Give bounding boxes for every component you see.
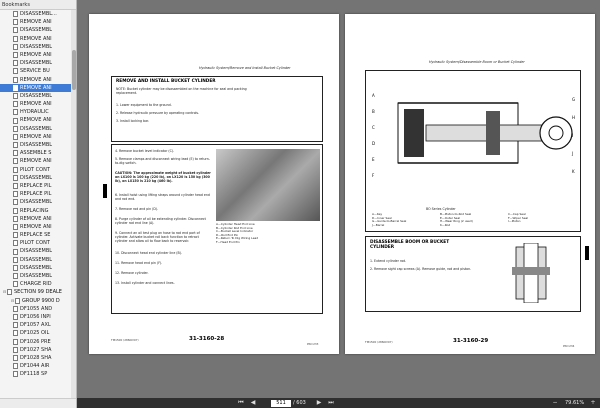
page-total: / 603	[293, 400, 306, 406]
bookmark-label: DISASSEMBL	[20, 273, 53, 279]
bookmark-item[interactable]	[0, 76, 76, 84]
bookmark-label: SECTION 99 DEALE	[14, 289, 62, 296]
bookmark-page-icon	[13, 363, 18, 369]
bookmark-label: HYDRAULIC	[20, 109, 49, 116]
bookmark-page-icon	[13, 85, 18, 91]
bookmark-item[interactable]	[0, 26, 76, 34]
legend-entry: K—Rod	[440, 222, 451, 227]
bookmark-item[interactable]	[0, 338, 76, 346]
page-navigation-bar	[77, 398, 600, 408]
bookmark-item[interactable]	[0, 223, 76, 231]
bookmark-item[interactable]	[0, 125, 76, 133]
bookmark-item[interactable]	[0, 141, 76, 149]
bookmark-label: DISASSEMBL	[20, 264, 53, 271]
bookmark-page-icon	[13, 77, 18, 83]
footer-right: PN=234	[563, 344, 575, 348]
diagram-box	[365, 70, 581, 232]
bookmark-label: GROUP 9900 D	[22, 297, 60, 304]
bookmark-item[interactable]	[0, 313, 76, 321]
bookmark-page-icon	[13, 11, 18, 17]
expand-icon[interactable]: ⊟	[2, 289, 7, 295]
bookmark-item[interactable]	[0, 100, 76, 108]
page-left	[89, 14, 339, 354]
bookmark-page-icon	[13, 232, 18, 238]
zoom-level[interactable]: 79.61%	[565, 400, 585, 406]
footer-left: TM1500 (28NOV97)	[365, 340, 393, 344]
section-box-1	[111, 76, 323, 142]
bookmark-page-icon	[13, 273, 18, 279]
bookmark-page-icon	[13, 183, 18, 189]
page-number: 31-3160-29	[453, 338, 489, 344]
bookmark-page-icon	[7, 289, 12, 295]
legend-entry: D—Inner Seal	[372, 215, 392, 220]
svg-text:A: A	[372, 93, 375, 98]
bookmark-item[interactable]	[0, 18, 76, 26]
bookmark-page-icon	[13, 142, 18, 148]
bookmark-label: DISASSEMBL	[20, 142, 53, 148]
bookmark-label: DF1055 AND	[20, 305, 53, 312]
legend-entry: A—Cylinder Head End Line	[216, 222, 255, 226]
svg-text:C: C	[372, 125, 375, 130]
diagram-caption: BO Series Cylinder	[426, 207, 456, 211]
bookmark-page-icon	[13, 158, 18, 164]
bookmark-label: REPLACE PIL	[20, 182, 52, 189]
legend-entry: D—Rod End Pin	[216, 232, 239, 237]
bookmark-page-icon	[13, 36, 18, 42]
bookmark-item[interactable]	[0, 280, 76, 288]
legend-entry: F—Head End Pin	[216, 239, 240, 244]
svg-text:I: I	[572, 133, 574, 138]
bookmark-page-icon	[13, 175, 18, 181]
bookmark-page-icon	[13, 68, 18, 74]
bookmark-item[interactable]	[0, 247, 76, 255]
step-3: 3. Install locking bar.	[116, 119, 150, 123]
scrollbar-thumb[interactable]	[72, 50, 76, 90]
bookmarks-header: Bookmarks	[0, 0, 76, 10]
cylinder-photo	[216, 149, 320, 221]
bookmark-label: DISASSEMBL	[20, 60, 53, 67]
bookmark-item[interactable]	[0, 264, 76, 272]
bookmark-page-icon	[13, 314, 18, 320]
bookmark-label: DISASSEMBL	[20, 125, 53, 132]
bookmark-page-icon	[13, 306, 18, 312]
photo-legend	[216, 223, 320, 245]
step-2: 2. Remove sight cap screws (A). Remove guide, rod and piston.	[370, 267, 472, 271]
bookmark-label: DISASSEMBL	[20, 43, 53, 50]
legend-entry: E—Return To Dig Wiring Lead	[216, 236, 259, 241]
section-box-3	[365, 236, 581, 312]
bookmark-item[interactable]	[0, 10, 76, 18]
bookmark-list	[0, 10, 76, 378]
bookmark-label: REPLACING	[20, 207, 49, 214]
page-number: 31-3160-28	[189, 336, 225, 342]
bookmark-label: REMOVE ANI	[20, 84, 52, 91]
cylinder-diagram	[366, 73, 582, 203]
legend-entry: F—Wiper Seal	[508, 215, 529, 220]
bookmark-label: REMOVE ANI	[20, 51, 52, 58]
step-10: 10. Disconnect head end cylinder line (B).	[115, 251, 182, 255]
cylinder-section-diagram	[486, 243, 576, 303]
svg-text:J: J	[572, 151, 574, 156]
bookmark-item[interactable]	[0, 297, 76, 305]
bookmark-label: DF1025 OIL	[20, 330, 50, 337]
bookmark-item[interactable]	[0, 157, 76, 165]
bookmark-item[interactable]	[0, 108, 76, 116]
step-6: 6. Install hoist using lifting straps around cylinder head end and rod end.	[115, 193, 210, 202]
bookmark-label: DF1026 PRE	[20, 338, 51, 345]
bookmark-page-icon	[13, 52, 18, 58]
bookmark-page-icon	[13, 27, 18, 33]
bookmark-label: REMOVE ANI	[20, 35, 52, 42]
bookmark-item[interactable]	[0, 370, 76, 378]
section-title: REMOVE AND INSTALL BUCKET CYLINDER	[116, 79, 216, 84]
bookmark-label: REPLACE PIL	[20, 191, 52, 198]
bookmark-label: REMOVE ANI	[20, 215, 52, 222]
bookmark-page-icon	[13, 44, 18, 50]
bookmark-item[interactable]	[0, 321, 76, 329]
bookmark-page-icon	[13, 199, 18, 205]
bookmark-item[interactable]	[0, 133, 76, 141]
expand-icon[interactable]: ⊟	[10, 297, 15, 303]
bookmark-label: PILOT CONT	[20, 240, 50, 247]
bookmark-label: DISASSEMBL	[20, 199, 53, 206]
last-page-icon[interactable]: ⏭	[328, 399, 334, 406]
bookmarks-scrollbar[interactable]	[71, 10, 76, 398]
bookmark-label: REMOVE ANI	[20, 101, 52, 108]
note-text: NOTE: Bucket cylinder may be disassembled on the machine for seal and packing replacement.	[116, 87, 247, 96]
svg-text:G: G	[572, 97, 576, 102]
section-title: DISASSEMBLE BOOM OR BUCKET CYLINDER	[370, 240, 450, 250]
bookmark-page-icon	[13, 265, 18, 271]
step-8: 8. Purge cylinder of oil be extending cylinder. Disconnect cylinder rod end line (A).	[115, 217, 206, 226]
svg-text:D: D	[372, 141, 376, 146]
bookmark-item[interactable]	[0, 256, 76, 264]
bookmark-page-icon	[13, 330, 18, 336]
bookmark-label: DISASSEMBL	[20, 92, 53, 99]
bookmark-item[interactable]	[0, 288, 76, 296]
bookmark-label: SERVICE BU	[20, 68, 50, 75]
bookmark-label: DISASSEMBL	[20, 27, 53, 34]
bookmark-page-icon	[15, 298, 20, 304]
bookmark-item[interactable]	[0, 231, 76, 239]
legend-entry: E—Outer Seal	[440, 215, 461, 220]
page-right	[345, 14, 595, 354]
bookmark-label: DISASSEMBL	[20, 248, 53, 255]
bookmark-label: REPLACE SE	[20, 232, 51, 239]
bookmark-label: DF1118 SP	[20, 371, 48, 378]
bookmark-item[interactable]	[0, 362, 76, 370]
bookmark-label: DF1044 AIR	[20, 363, 50, 370]
bookmark-item[interactable]	[0, 51, 76, 59]
bookmark-label: CHARGE RID	[20, 281, 52, 288]
legend-entry: I—Piston	[508, 219, 521, 224]
bookmark-page-icon	[13, 191, 18, 197]
svg-text:H: H	[572, 115, 576, 120]
bookmark-page-icon	[13, 224, 18, 230]
legend-entry: A—Key	[372, 212, 383, 216]
bookmark-item[interactable]	[0, 166, 76, 174]
bookmark-item[interactable]	[0, 346, 76, 354]
bookmark-item[interactable]	[0, 239, 76, 247]
bookmark-label: DF1028 SHA	[20, 354, 52, 361]
legend-entry: B—Cylinder Rod End Line	[216, 225, 253, 230]
bookmark-label: REMOVE ANI	[20, 19, 52, 26]
step-9: 9. Connect an oil test plug on hose to rod end port of cylinder. Activate bucket roll back function to retract cylinder and allow oil to flow back to reservoir.	[115, 231, 200, 244]
next-page-icon[interactable]: ▶	[316, 399, 322, 406]
legend-entry: B—Piston-to-Rod Seal	[440, 212, 472, 216]
legend-entry: G—Guide-to-Barrel Seal	[372, 219, 407, 224]
prev-page-icon[interactable]: ◀	[250, 399, 256, 406]
bookmark-page-icon	[13, 371, 18, 377]
bookmark-page-icon	[13, 19, 18, 25]
bookmark-item[interactable]	[0, 43, 76, 51]
page-tab-marker	[585, 246, 589, 260]
zoom-in-icon[interactable]: +	[590, 399, 596, 406]
bookmark-label: REMOVE ANI	[20, 117, 52, 124]
bookmark-label: ASSEMBLE S	[20, 150, 52, 157]
bookmark-item[interactable]	[0, 84, 76, 92]
bookmark-page-icon	[13, 208, 18, 214]
bookmark-page-icon	[13, 118, 18, 124]
step-13: 13. Install cylinder and connect lines.	[115, 281, 175, 285]
page-number-input[interactable]: 511	[271, 400, 291, 407]
legend-entry: C—Cap Seal	[508, 212, 526, 216]
bookmarks-footer	[0, 398, 77, 408]
bookmark-page-icon	[13, 257, 18, 263]
bookmark-page-icon	[13, 216, 18, 222]
svg-text:K: K	[572, 169, 575, 174]
bookmark-item[interactable]	[0, 174, 76, 182]
step-2: 2. Release hydraulic pressure by operating controls.	[116, 111, 200, 115]
bookmark-page-icon	[13, 355, 18, 361]
svg-text:F: F	[372, 173, 375, 178]
bookmark-label: DF1027 SHA	[20, 346, 52, 353]
bookmark-page-icon	[13, 150, 18, 156]
diagram-legend	[372, 213, 578, 227]
bookmark-item[interactable]	[0, 215, 76, 223]
bookmark-item[interactable]	[0, 92, 76, 100]
bookmark-page-icon	[13, 101, 18, 107]
step-5: 5. Remove clamps and disconnect wiring lead (E) to return-to-dig switch.	[115, 157, 210, 166]
bookmark-label: REMOVE ANI	[20, 76, 52, 83]
bookmark-page-icon	[13, 322, 18, 328]
bookmark-item[interactable]	[0, 35, 76, 43]
step-7: 7. Remove rod and pin (D).	[115, 207, 159, 211]
section-box-2	[111, 144, 323, 314]
bookmark-item[interactable]	[0, 272, 76, 280]
bookmark-page-icon	[13, 167, 18, 173]
bookmark-label: DISASSEMBL...	[20, 11, 57, 17]
bookmark-page-icon	[13, 134, 18, 140]
bookmark-label: DISASSEMBL	[20, 174, 53, 181]
bookmark-page-icon	[13, 249, 18, 255]
svg-text:E: E	[372, 157, 375, 162]
bookmark-item[interactable]	[0, 67, 76, 75]
first-page-icon[interactable]: ⏮	[238, 399, 244, 406]
bookmark-item[interactable]	[0, 305, 76, 313]
zoom-out-icon[interactable]: −	[552, 399, 558, 406]
bookmark-label: REMOVE ANI	[20, 158, 52, 165]
bookmark-label: REMOVE ANI	[20, 223, 52, 230]
footer-left: TM1500 (28NOV97)	[111, 338, 139, 342]
bookmark-item[interactable]	[0, 207, 76, 215]
step-1: 1. Extend cylinder rod.	[370, 259, 407, 263]
legend-entry: C—Bucket Level Indicator	[216, 229, 254, 234]
svg-text:B: B	[372, 109, 375, 114]
legend-entry: H—Wear Ring (2 used)	[440, 219, 473, 224]
bookmark-item[interactable]	[0, 59, 76, 67]
step-4: 4. Remove bucket level indicator (C).	[115, 149, 175, 153]
bookmark-item[interactable]	[0, 149, 76, 157]
bookmarks-panel	[0, 0, 77, 408]
page-header: Hydraulic System/Disassemble Boom or Bucket Cylinder	[429, 60, 525, 64]
bookmark-label: DISASSEMBL	[20, 256, 53, 263]
bookmark-label: DF1056 INPI	[20, 313, 51, 320]
step-1: 1. Lower equipment to the ground.	[116, 103, 172, 107]
bookmark-label: DF1057 AXL	[20, 322, 51, 329]
bookmark-page-icon	[13, 126, 18, 132]
page-tab-marker	[103, 184, 107, 198]
bookmark-item[interactable]	[0, 182, 76, 190]
bookmark-item[interactable]	[0, 190, 76, 198]
bookmark-item[interactable]	[0, 354, 76, 362]
step-12: 12. Remove cylinder.	[115, 271, 149, 275]
bookmark-item[interactable]	[0, 198, 76, 206]
bookmark-page-icon	[13, 109, 18, 115]
step-11: 11. Remove head end pin (F).	[115, 261, 163, 265]
document-viewer[interactable]	[77, 0, 600, 398]
bookmark-page-icon	[13, 339, 18, 345]
legend-entry: J—Barrel	[372, 222, 385, 227]
bookmark-page-icon	[13, 60, 18, 66]
caution-text: CAUTION: The approximate weight of bucket cylinder on LX100 is 100 kg (220 lb), on LX120 is 150 kg (300 lb), on LX150 is 210 kg (460 lb).	[115, 171, 211, 184]
footer-right: PN=233	[307, 342, 319, 346]
bookmark-page-icon	[13, 281, 18, 287]
bookmark-item[interactable]	[0, 116, 76, 124]
bookmark-label: PILOT CONT	[20, 166, 50, 173]
page-header: Hydraulic System/Remove and Install Bucket Cylinder	[199, 66, 291, 70]
bookmark-page-icon	[13, 347, 18, 353]
bookmark-page-icon	[13, 93, 18, 99]
bookmark-page-icon	[13, 240, 18, 246]
bookmark-label: REMOVE ANI	[20, 133, 52, 140]
bookmark-item[interactable]	[0, 329, 76, 337]
